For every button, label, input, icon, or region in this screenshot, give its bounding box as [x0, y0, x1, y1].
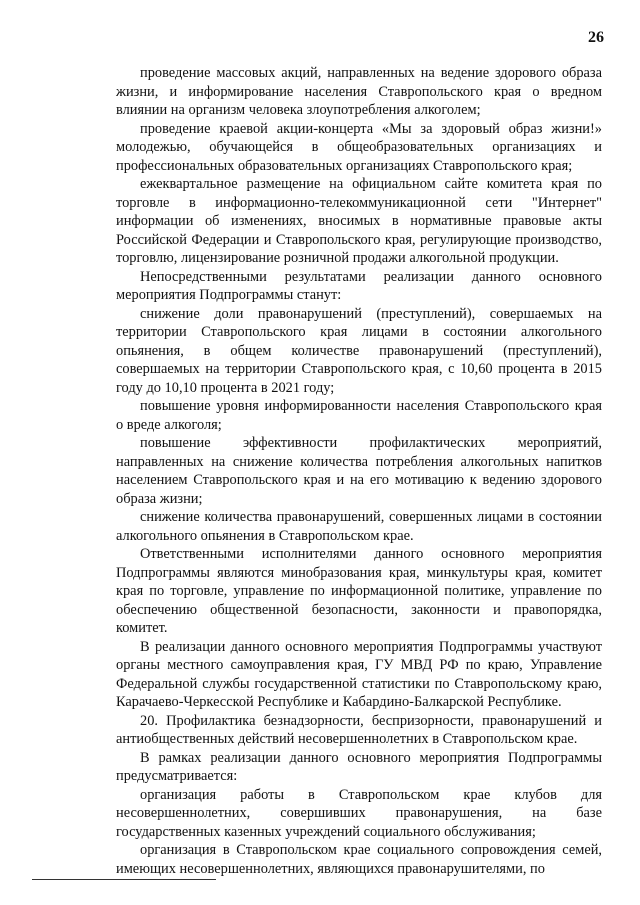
page-number: 26 [588, 29, 604, 46]
paragraph: повышение уровня информированности населения Ставропольского края о вреде алкоголя; [116, 398, 602, 433]
paragraph: организация в Ставропольском крае социального сопровождения семей, имеющих несовершеннолетних, являющихся правонарушителями, по [116, 842, 602, 877]
paragraph: проведение массовых акций, направленных на ведение здорового образа жизни, и информирование населения Ставропольского края о вредном влиянии на организм человека злоупотребления алкоголем; [116, 65, 602, 118]
paragraph: снижение количества правонарушений, совершенных лицами в состоянии алкогольного опьянения в Ставропольском крае. [116, 509, 602, 544]
paragraph: Ответственными исполнителями данного основного мероприятия Подпрограммы являются минобразования края, минкультуры края, комитет края по торговле, управление по информационной политике, управление по обеспечению общественной безопасности, законности и правопорядка, комитет. [116, 546, 602, 636]
paragraph: ежеквартальное размещение на официальном сайте комитета края по торговле в информационно-телекоммуникационной сети "Интернет" информации об изменениях, вносимых в нормативные правовые акты Российской Федерации и Ставропольского края, регулирующие производство, торговлю, лицензирование розничной продажи алкогольной продукции. [116, 176, 602, 266]
paragraph: В реализации данного основного мероприятия Подпрограммы участвуют органы местного самоуправления края, ГУ МВД РФ по краю, Управление Федеральной службы государственной статистики по Ставропольскому краю, Карачаево-Черкесской Республике и Кабардино-Балкарской Республике. [116, 638, 602, 710]
paragraph: Непосредственными результатами реализации данного основного мероприятия Подпрограммы станут: [116, 268, 602, 303]
paragraph: проведение краевой акции-концерта «Мы за здоровый образ жизни!» молодежью, обучающейся в общеобразовательных организациях и профессиональных образовательных организациях Ставропольского края; [116, 120, 602, 174]
section-heading: 20. Профилактика безнадзорности, беспризорности, правонарушений и антиобщественных действий несовершеннолетних в Ставропольском крае. [116, 712, 602, 747]
paragraph: В рамках реализации данного основного мероприятия Подпрограммы предусматривается: [116, 749, 602, 784]
footnote-divider [32, 879, 216, 880]
paragraph: повышение эффективности профилактических мероприятий, направленных на снижение количества потребления алкогольных напитков населением Ставропольского края и на его мотивацию к ведению здорового образа жизни; [116, 435, 602, 507]
paragraph: организация работы в Ставропольском крае клубов для несовершеннолетних, совершивших правонарушения, на базе государственных казенных учреждений социального обслуживания; [116, 786, 602, 840]
body-text [116, 64, 602, 878]
paragraph: снижение доли правонарушений (преступлений), совершаемых на территории Ставропольского края лицами в состоянии алкогольного опьянения, в общем количестве правонарушений (преступлений), совершаемых на территории Ставропольского края, с 10,60 процента в 2015 году до 10,10 процента в 2021 году; [116, 305, 602, 396]
